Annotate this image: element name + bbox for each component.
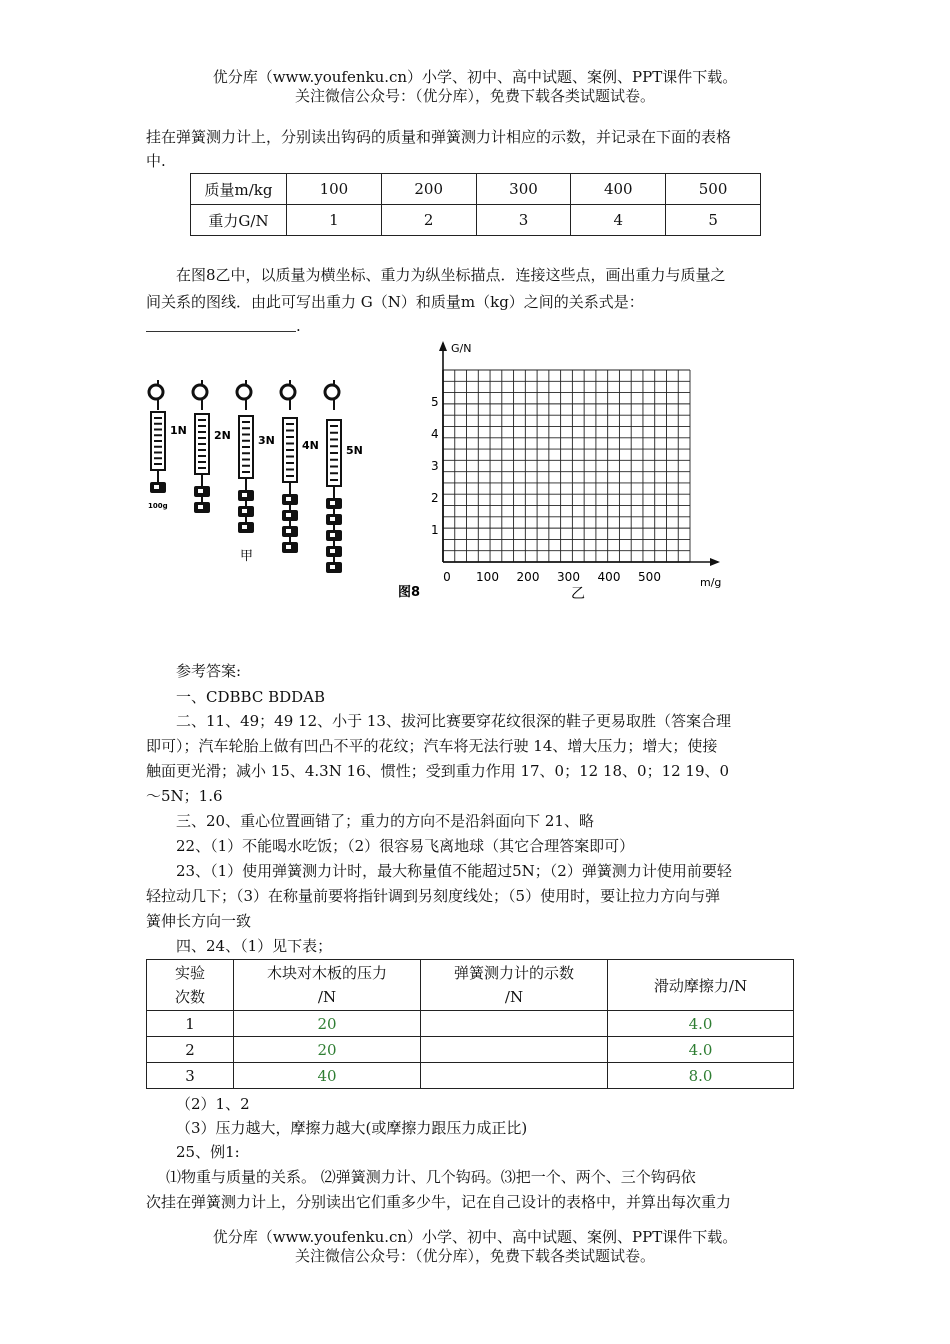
hook-weight-highlight xyxy=(286,513,291,517)
table-cell: 100 xyxy=(287,174,382,205)
page-header-line-1: 优分库（www.youfenku.cn）小学、初中、高中试题、案例、PPT课件下载。 xyxy=(212,68,738,86)
hook-weight-highlight xyxy=(330,565,335,569)
answers-line: 二、11、49；49 12、小于 13、拔河比赛要穿花纹很深的鞋子更易取胜（答案合理 xyxy=(176,712,731,730)
hook-weight xyxy=(282,542,298,553)
y-tick-label: 1 xyxy=(431,523,439,537)
spring-scales-figure xyxy=(148,380,363,573)
scale-body xyxy=(283,418,297,482)
hook-ring xyxy=(325,385,339,399)
table-cell: 5 xyxy=(666,205,761,236)
y-axis-label: G/N xyxy=(451,342,472,355)
friction-value: 4.0 xyxy=(608,1011,794,1037)
col-header-friction: 滑动摩擦力/N xyxy=(608,960,794,1011)
hook-weight-highlight xyxy=(330,501,335,505)
answers-line: 次挂在弹簧测力计上，分别读出它们重多少牛，记在自己设计的表格中，并算出每次重力 xyxy=(146,1193,732,1211)
table-cell: 500 xyxy=(666,174,761,205)
hook-weight xyxy=(150,482,166,493)
x-tick-label: 200 xyxy=(516,570,540,584)
answers-line: 23、（1）使用弹簧测力计时，最大称量值不能超过5N；（2）弹簧测力计使用前要轻 xyxy=(176,862,732,880)
answer-blank-period: . xyxy=(296,317,301,335)
hook-weight-highlight xyxy=(330,533,335,537)
spring-scale xyxy=(193,380,231,513)
pressure-value: 20 xyxy=(234,1011,421,1037)
answers-line: 即可）；汽车轮胎上做有凹凸不平的花纹；汽车将无法行驶 14、增大压力；增大；使接 xyxy=(146,737,718,755)
page-footer-line-2: 关注微信公众号：（优分库），免费下载各类试题试卷。 xyxy=(294,1247,655,1265)
hook-weight-highlight xyxy=(242,525,247,529)
hook-weight-highlight xyxy=(286,529,291,533)
reading-label: 3N xyxy=(258,434,275,447)
hook-weight-highlight xyxy=(198,505,203,509)
col-header-pressure xyxy=(234,960,421,1011)
reading-label: 5N xyxy=(346,444,363,457)
y-tick-label: 2 xyxy=(431,491,439,505)
answers-line: （3）压力越大，摩擦力越大(或摩擦力跟压力成正比) xyxy=(176,1119,528,1137)
answers-line: 22、（1）不能喝水吃饭；（2）很容易飞离地球（其它合理答案即可） xyxy=(176,837,635,855)
friction-value: 8.0 xyxy=(608,1063,794,1089)
x-axis-arrow xyxy=(710,558,720,566)
spring-scale xyxy=(148,380,187,510)
hook-weight-highlight xyxy=(286,497,291,501)
hook-weight xyxy=(194,502,210,513)
reading-value xyxy=(421,1063,608,1089)
mass-weight-table xyxy=(190,173,761,236)
x-tick-label: 400 xyxy=(597,570,621,584)
col-header-pressure-line2: /N xyxy=(317,988,337,1006)
x-tick-label: 0 xyxy=(443,570,451,584)
y-axis-arrow xyxy=(439,341,447,351)
x-tick-label: 300 xyxy=(557,570,580,584)
table-row xyxy=(147,1063,794,1089)
hook-weight xyxy=(326,514,342,525)
table-cell: 4 xyxy=(571,205,666,236)
trial-number: 1 xyxy=(147,1011,234,1037)
hook-weight xyxy=(282,526,298,537)
pressure-value: 20 xyxy=(234,1037,421,1063)
figure-label-fig8: 图8 xyxy=(398,585,421,600)
answers-line: 四、24、（1）见下表； xyxy=(176,937,333,955)
hook-weight xyxy=(238,490,254,501)
answers-line: ～5N；1.6 xyxy=(146,787,223,805)
hook-weight xyxy=(282,494,298,505)
scale-body xyxy=(239,416,253,478)
y-tick-label: 4 xyxy=(431,427,439,441)
reading-value xyxy=(421,1037,608,1063)
scale-body xyxy=(327,420,341,486)
trial-number: 3 xyxy=(147,1063,234,1089)
hook-weight-highlight xyxy=(154,485,159,489)
col-header-reading xyxy=(421,960,608,1011)
table-row-label: 质量m/kg xyxy=(191,174,287,205)
page-footer-line-1: 优分库（www.youfenku.cn）小学、初中、高中试题、案例、PPT课件下载。 xyxy=(212,1228,738,1246)
table-row-label: 重力G/N xyxy=(191,205,287,236)
answer-blank xyxy=(146,331,296,332)
trial-number: 2 xyxy=(147,1037,234,1063)
table-cell: 200 xyxy=(381,174,476,205)
hook-weight xyxy=(238,506,254,517)
col-header-reading-line1: 弹簧测力计的示数 xyxy=(453,964,574,982)
intro-line-1: 挂在弹簧测力计上，分别读出钩码的质量和弹簧测力计相应的示数，并记录在下面的表格 xyxy=(146,128,732,146)
col-header-pressure-line1: 木块对木板的压力 xyxy=(266,964,387,982)
hook-weight xyxy=(326,562,342,573)
mass-label: 100g xyxy=(148,502,168,510)
hook-ring xyxy=(237,385,251,399)
table-cell: 1 xyxy=(287,205,382,236)
table-header-row xyxy=(147,960,794,1011)
friction-table xyxy=(146,959,794,1089)
question-line-2: 间关系的图线．由此可写出重力 G（N）和质量m（kg）之间的关系式是： xyxy=(146,293,644,311)
spring-scale xyxy=(237,380,275,533)
scale-body xyxy=(195,414,209,474)
table-cell: 3 xyxy=(476,205,571,236)
answers-title: 参考答案: xyxy=(176,662,242,680)
figure-label-jia: 甲 xyxy=(240,549,254,564)
x-tick-label: 100 xyxy=(476,570,499,584)
table-row xyxy=(147,1037,794,1063)
figure-label-yi: 乙 xyxy=(571,586,585,602)
hook-weight-highlight xyxy=(242,509,247,513)
spring-scale xyxy=(281,380,319,553)
y-tick-label: 5 xyxy=(431,395,439,409)
reading-label: 4N xyxy=(302,439,319,452)
hook-weight-highlight xyxy=(330,517,335,521)
hook-ring xyxy=(281,385,295,399)
question-line-1: 在图8乙中，以质量为横坐标、重力为纵坐标描点．连接这些点，画出重力与质量之 xyxy=(176,266,726,284)
graph-grid xyxy=(431,341,720,584)
spring-scale xyxy=(325,380,363,573)
y-tick-label: 3 xyxy=(431,459,439,473)
pressure-value: 40 xyxy=(234,1063,421,1089)
table-row xyxy=(147,1011,794,1037)
answers-line: 一、CDBBC BDDAB xyxy=(176,688,326,706)
hook-ring xyxy=(149,385,163,399)
answers-line: （2）1、2 xyxy=(176,1095,250,1113)
x-tick-label: 500 xyxy=(638,570,661,584)
hook-weight-highlight xyxy=(198,489,203,493)
hook-weight xyxy=(282,510,298,521)
reading-label: 1N xyxy=(170,424,187,437)
answers-line: 簧伸长方向一致 xyxy=(146,912,252,930)
hook-ring xyxy=(193,385,207,399)
table-row xyxy=(191,174,761,205)
table-cell: 2 xyxy=(381,205,476,236)
hook-weight xyxy=(326,546,342,557)
reading-label: 2N xyxy=(214,429,231,442)
table-row xyxy=(191,205,761,236)
table-cell: 300 xyxy=(476,174,571,205)
hook-weight xyxy=(326,498,342,509)
hook-weight-highlight xyxy=(242,493,247,497)
hook-weight xyxy=(194,486,210,497)
answers-line: 三、20、重心位置画错了；重力的方向不是沿斜面向下 21、略 xyxy=(176,812,594,830)
x-axis-label: m/g xyxy=(700,576,722,589)
hook-weight xyxy=(238,522,254,533)
col-header-trial xyxy=(147,960,234,1011)
answers-line: ⑴物重与质量的关系。 ⑵弹簧测力计、几个钩码。⑶把一个、两个、三个钩码依 xyxy=(166,1168,696,1186)
scale-body xyxy=(151,412,165,470)
intro-line-2: 中. xyxy=(146,152,166,170)
answers-line: 25、例1: xyxy=(176,1143,240,1161)
answers-line: 触面更光滑；减小 15、4.3N 16、惯性；受到重力作用 17、0；12 18、0；12 19、0 xyxy=(146,762,730,780)
col-header-reading-line2: /N xyxy=(504,988,524,1006)
page-header-line-2: 关注微信公众号：（优分库），免费下载各类试题试卷。 xyxy=(294,87,655,105)
hook-weight-highlight xyxy=(286,545,291,549)
reading-value xyxy=(421,1011,608,1037)
col-header-trial-line1: 实验 xyxy=(174,964,205,982)
answers-line: 轻拉动几下；（3）在称量前要将指针调到另刻度线处；（5）使用时，要让拉力方向与弹 xyxy=(146,887,721,905)
table-cell: 400 xyxy=(571,174,666,205)
hook-weight xyxy=(326,530,342,541)
col-header-trial-line2: 次数 xyxy=(174,988,205,1006)
hook-weight-highlight xyxy=(330,549,335,553)
friction-value: 4.0 xyxy=(608,1037,794,1063)
